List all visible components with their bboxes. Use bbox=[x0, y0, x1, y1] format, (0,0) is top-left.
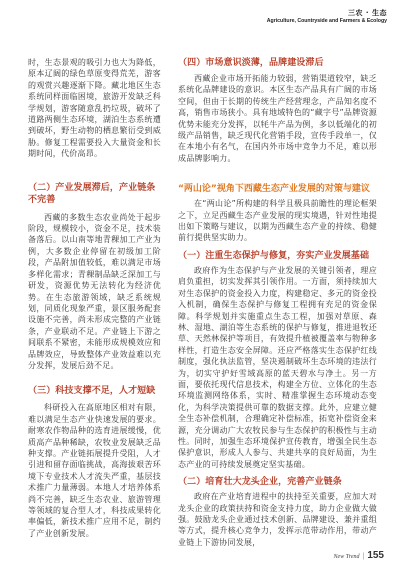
footer-separator: | bbox=[362, 553, 365, 560]
paragraph-tech-talent: 科研投入在高原地区相对有限，难以满足生态产业快速发展的要求。耐寒农作物品种的选育进展缓慢，优质高产品种稀缺，农牧业发展缺乏品种支撑。产业链拓展提升受阻，人才引进和留存面临挑战，高海拔艰苦环境下专业技术人才流失严重，基层技术推广力量薄弱。本地人才培养体系尚不完善，缺乏生态农业、旅游管理等领域的复合型人才，科技成果转化率偏低，新技术推广应用不足，制约了产业创新发展。 bbox=[28, 403, 161, 538]
paragraph-continued: 时，生态景观的吸引力也大为降低，原本辽阔的绿色草原变得荒芜，游客的观赏兴趣逐渐下降。藏北地区生态系统同样面临困境，旅游开发缺乏科学规划，游客随意乱扔垃圾，破坏了道路两侧生态环境，湖泊生态系统遭到破坏，野生动物的栖息繁衍受到威胁。修复工程需要投入大量资金和长期时间，代价高昂。 bbox=[28, 58, 161, 159]
subheading-tech-talent: （三）科技支撑不足，人才短缺 bbox=[28, 386, 156, 397]
magazine-name: New Trend bbox=[333, 554, 360, 560]
paragraph-market-brand: 西藏企业市场开拓能力较弱，营销渠道较窄，缺乏系统化品牌建设的意识。本区生态产品具有广阔的市场空间，但由于长期的传统生产经营理念，产品知名度不高，销售市场狭小。具有地域特色的“藏字号”品牌资源优势未能充分发挥，以牦牛产品为例，多以低端化的初级产品销售，缺乏现代化营销手段，宣传手段单一，仅在本地小有名气，在国内外市场中竞争力不足，难以形成品牌影响力。 bbox=[178, 74, 377, 163]
section-title-cn: 三农 · 生态 bbox=[347, 9, 387, 17]
running-header bbox=[267, 8, 387, 25]
section-title-en: Agriculture, Countryside and Farmers & Ecology bbox=[266, 18, 387, 24]
page-number: 155 bbox=[367, 550, 384, 561]
article-section-title: “两山论”视角下西藏生态产业发展的对策与建议 bbox=[178, 184, 370, 195]
paragraph-eco-protection: 政府作为生态保护与产业发展的关键引领者，理应肩负重担，切实发挥其引领作用。一方面，须持续加大对生态保护的资金投入力度，构建稳定、多元的资金投入机制，确保生态保护与修复工程拥有充足的资金保障。科学规划并实施重点生态工程，加强对草原、森林、湿地、湖泊等生态系统的保护与修复，推进退牧还草、天然林保护等项目，有效提升植被覆盖率与物种多样性，打造生态安全屏障。还应严格落实生态保护红线制度，强化执法监管，坚决遏制破坏生态环境的违法行为，切实守护好雪域高原的蓝天碧水与净土。另一方面，要依托现代信息技术，构建全方位、立体化的生态环境监测网络体系，实时、精准掌握生态环境动态变化，为科学决策提供可靠的数据支撑。此外，应建立健全生态补偿机制，合理确定补偿标准，拓宽补偿资金来源，充分调动广大农牧民参与生态保护的积极性与主动性。同时，加强生态环境保护宣传教育，增强全民生态保护意识，形成人人参与、共建共享的良好局面，为生态产业的可持续发展奠定坚实基础。 bbox=[178, 265, 377, 469]
subheading-industry-lag: （二）产业发展滞后，产业链条不完善 bbox=[28, 182, 156, 205]
subheading-leading-enterprises: （二）培育壮大龙头企业，完善产业链条 bbox=[178, 477, 342, 488]
left-column bbox=[28, 57, 161, 539]
paragraph-intro: 在“两山论”所构建的科学且极具前瞻性的理论框架之下，立足西藏生态产业发展的现实境遇，针对性地提出如下策略与建议，以期为西藏生态产业的持续、稳健前行提供坚实助力。 bbox=[178, 199, 377, 243]
right-column bbox=[178, 57, 377, 548]
paragraph-leading-enterprises: 政府在产业培育进程中的扶持至关重要，应加大对龙头企业的政策扶持和资金支持力度，助力企业做大做强。鼓励龙头企业通过技术创新、品牌建设、兼并重组等方式，提升核心竞争力，发挥示范带动作用，带动产业链上下游协同发展， bbox=[178, 492, 377, 547]
paragraph-industry-lag: 西藏的多数生态农业尚处于起步阶段，规模较小，资金不足，技术装备落后。以山南等地青稞加工产业为例，大多数企业停留在初级加工阶段，产品附加值较低，难以满足市场多样化需求；青稞制品缺乏深加工与研发，资源优势无法转化为经济优势。在生态旅游领域，缺乏系统规划，同质化现象严重，景区服务配套设施不完善，尚未形成完整的产业链条，产业联动不足。产业链上下游之间联系不紧密，未能形成规模效应和品牌效应，导致整体产业效益难以充分发挥，发展后劲不足。 bbox=[28, 212, 161, 370]
subheading-market-brand: （四）市场意识淡薄，品牌建设滞后 bbox=[178, 58, 324, 68]
page-footer bbox=[334, 550, 384, 561]
subheading-eco-protection: （一）注重生态保护与修复，夯实产业发展基础 bbox=[178, 250, 370, 261]
